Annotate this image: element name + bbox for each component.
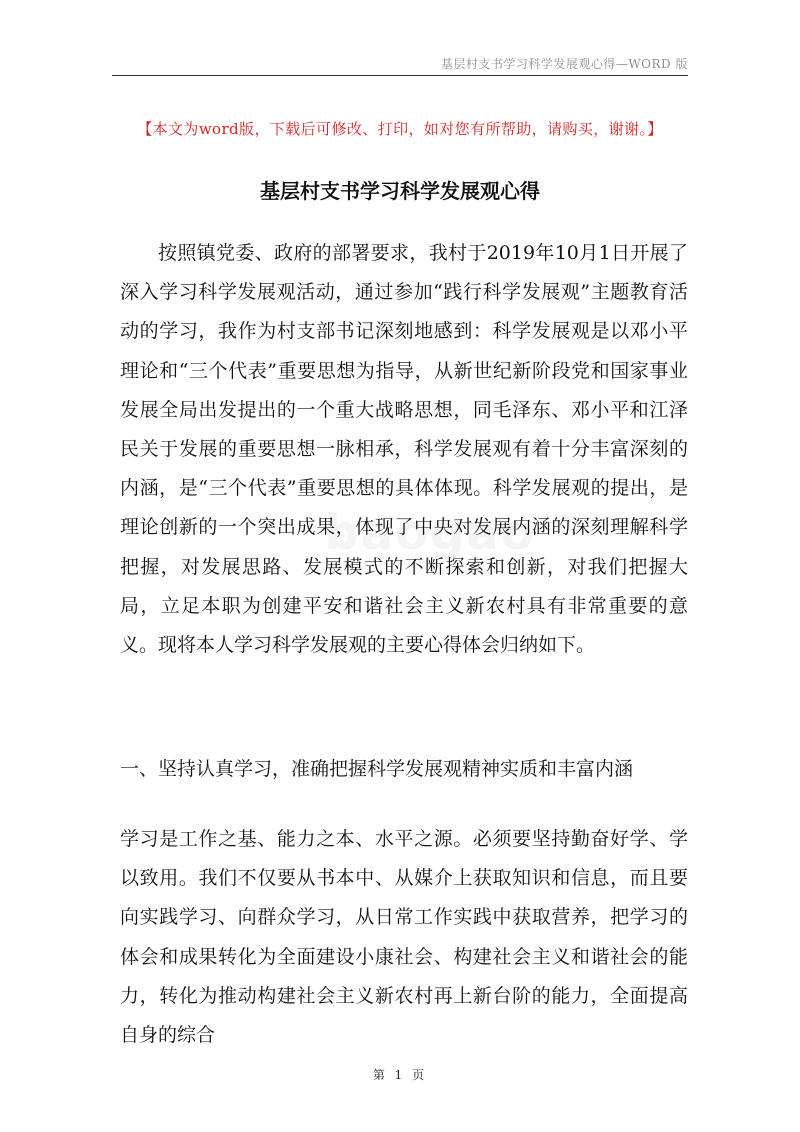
body-paragraph-2: 学习是工作之基、能力之本、水平之源。必须要坚持勤奋好学、学以致用。我们不仅要从书本中、从媒介上获取知识和信息，而且要向实践学习、向群众学习，从日常工作实践中获取营养，把学习的体会和成果转化为全面建设小康社会、构建社会主义和谐社会的能力，转化为推动构建社会主义新农村再上新台阶的能力，全面提高自身的综合: [120, 828, 688, 1047]
page-number: 第 1 页: [372, 1068, 428, 1082]
section-heading-1: 一、坚持认真学习，准确把握科学发展观精神实质和丰富内涵: [120, 758, 634, 780]
document-title: 基层村支书学习科学发展观心得: [260, 179, 540, 203]
running-header: 基层村支书学习科学发展观心得—WORD 版: [440, 57, 688, 71]
header-divider: [112, 75, 688, 76]
body-paragraph-1: 按照镇党委、政府的部署要求，我村于2019年10月1日开展了深入学习科学发展观活动，通过参加“践行科学发展观”主题教育活动的学习，我作为村支部书记深刻地感到：科学发展观是以邓小平理论和“三个代表”重要思想为指导，从新世纪新阶段党和国家事业发展全局出发提出的一个重大战略思想，同毛泽东、邓小平和江泽民关于发展的重要思想一脉相承，科学发展观有着十分丰富深刻的内涵，是“三个代表”重要思想的具体体现。科学发展观的提出，是理论创新的一个突出成果，体现了中央对发展内涵的深刻理解科学把握，对发展思路、发展模式的不断探索和创新，对我们把握大局，立足本职为创建平安和谐社会主义新农村具有非常重要的意义。现将本人学习科学发展观的主要心得体会归纳如下。: [120, 242, 688, 657]
download-notice: 【本文为word版，下载后可修改、打印，如对您有所帮助，请购买，谢谢。】: [137, 120, 663, 138]
